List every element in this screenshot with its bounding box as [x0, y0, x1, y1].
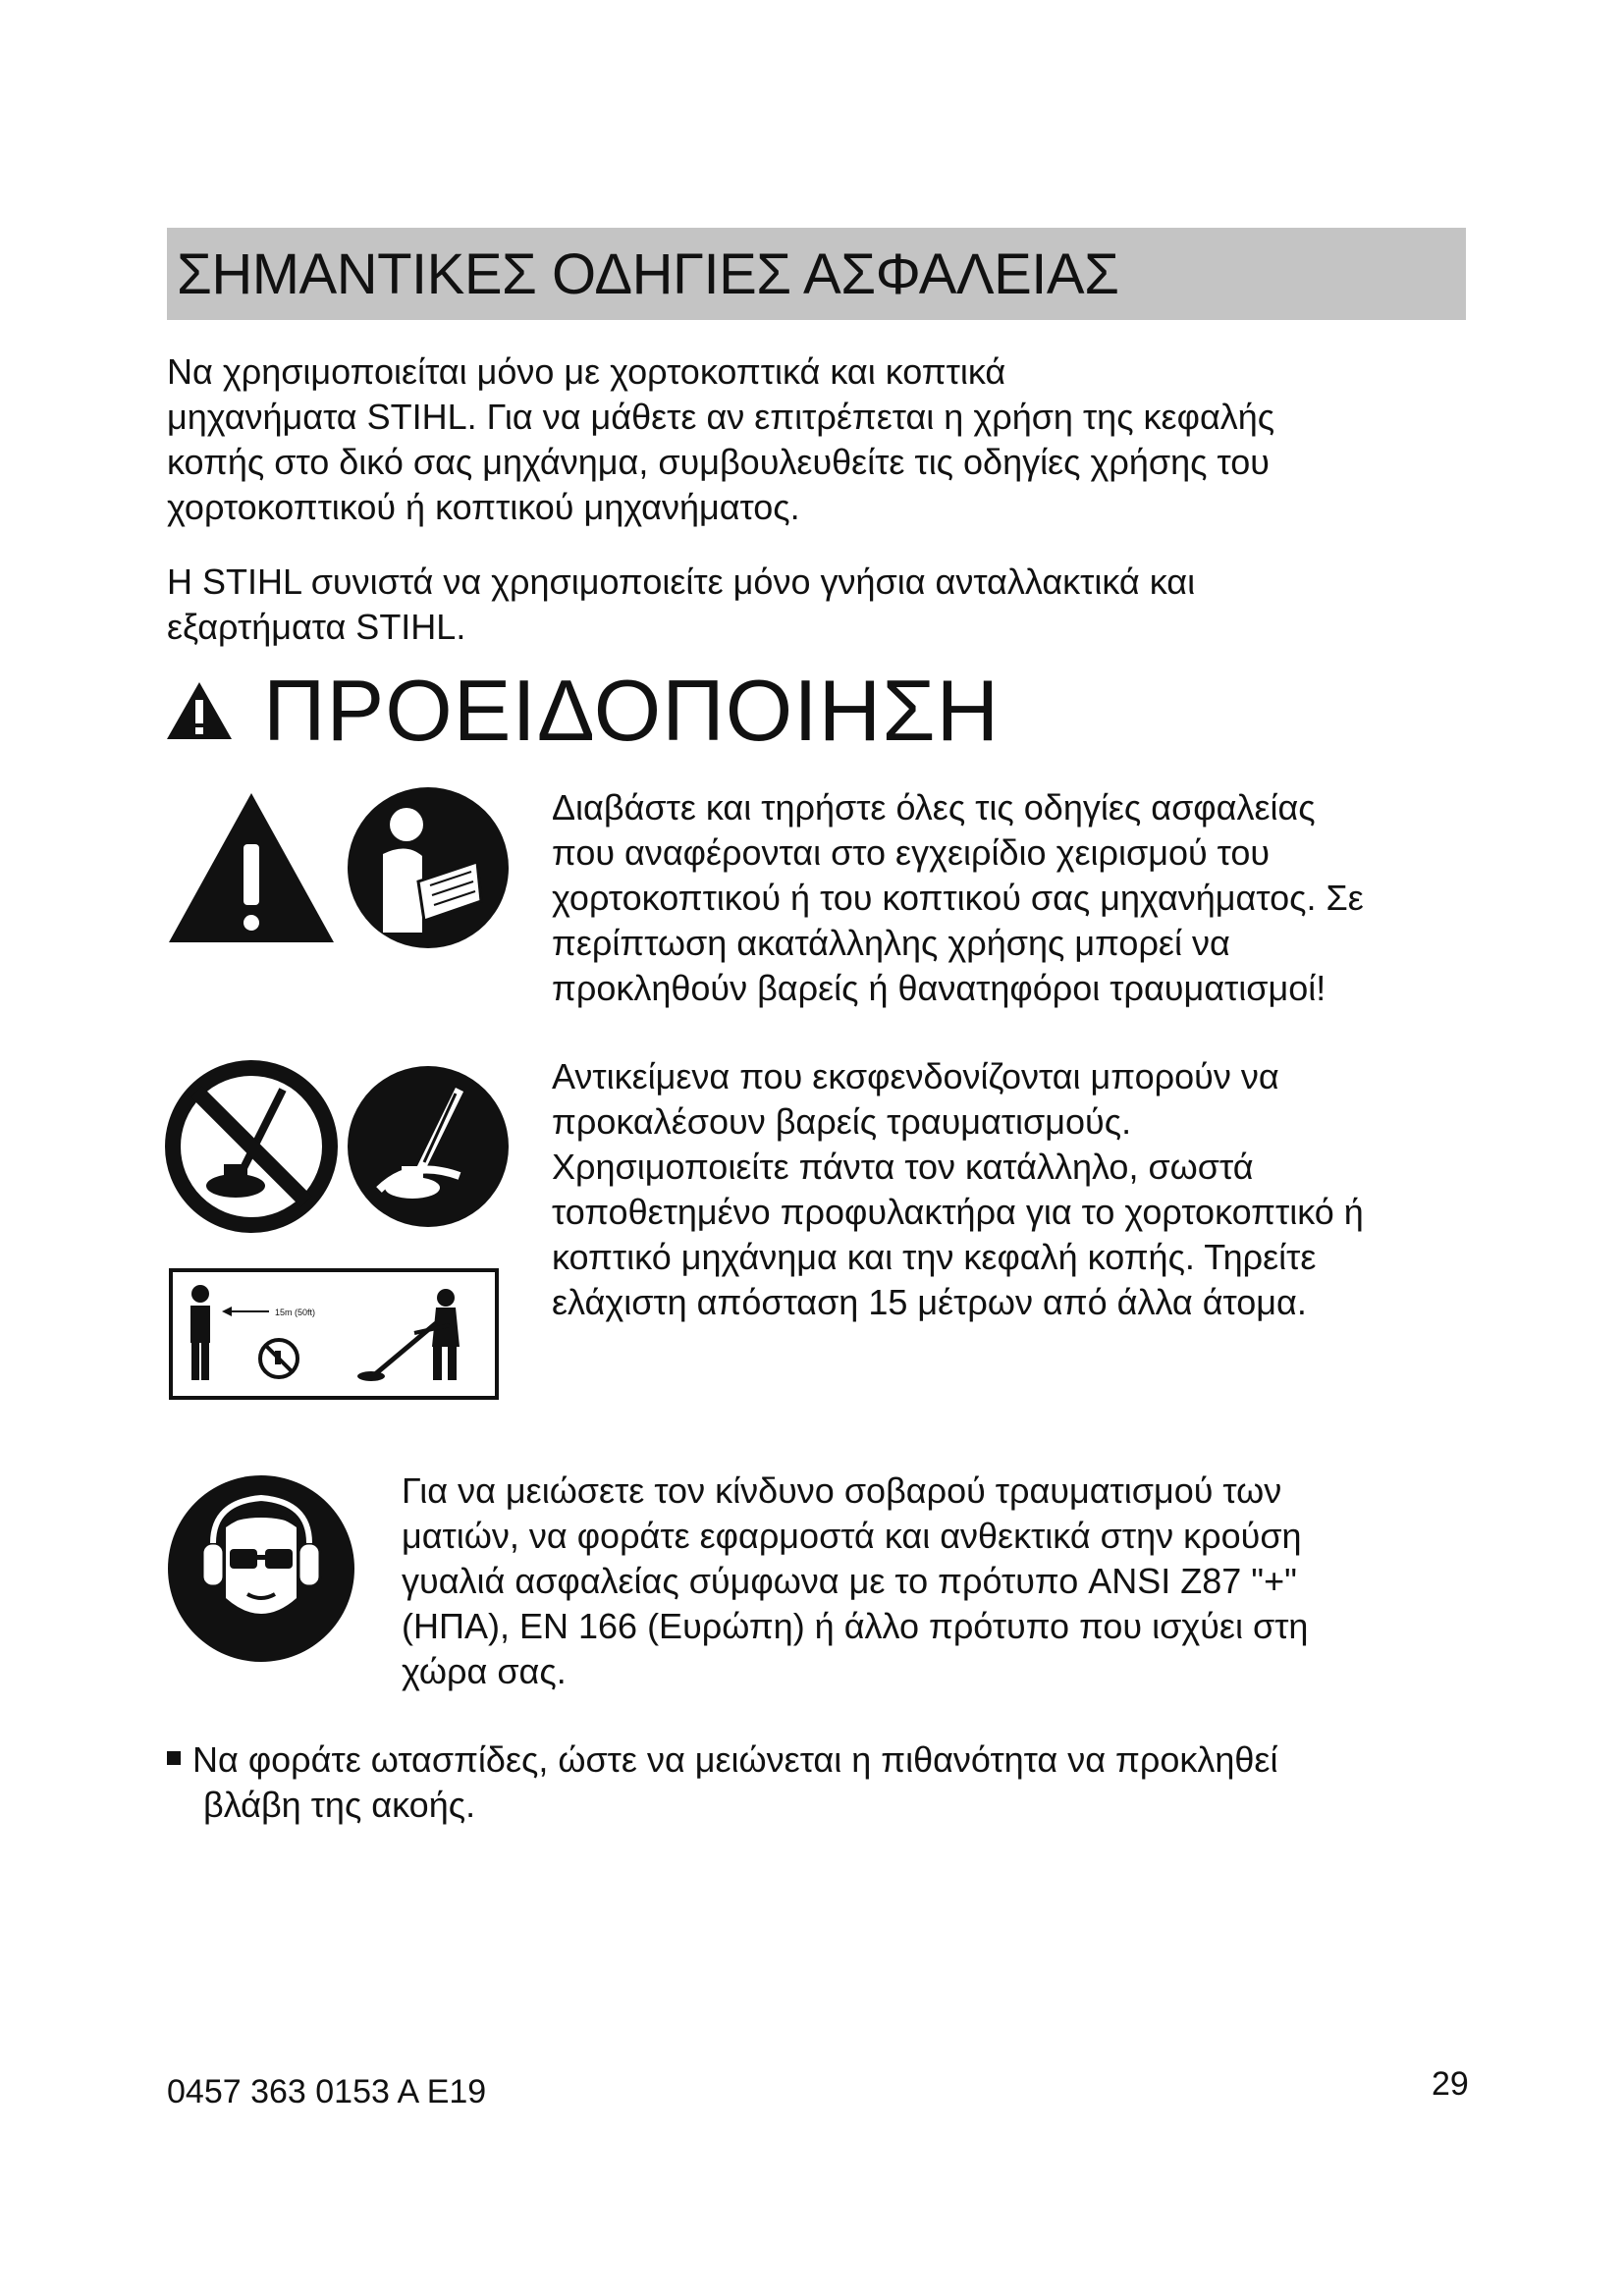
warning-triangle-icon — [169, 793, 334, 942]
document-code: 0457 363 0153 A E19 — [167, 2073, 487, 2110]
warning-heading — [165, 662, 1001, 759]
bullet-square-icon — [167, 1751, 181, 1765]
warning-heading-text: ΠΡΟΕΙΔΟΠΟΙΗΣΗ — [263, 662, 1001, 759]
read-manual-line: προκληθούν βαρείς ή θανατηφόροι τραυματισμοί! — [552, 968, 1326, 1008]
read-manual-line: που αναφέρονται στο εγχειρίδιο χειρισμού του — [552, 832, 1271, 873]
thrown-objects-line: προκαλέσουν βαρείς τραυματισμούς. — [552, 1101, 1132, 1142]
warning-triangle-icon — [165, 680, 234, 741]
eye-protection-line: (ΗΠΑ), EN 166 (Ευρώπη) ή άλλο πρότυπο που ισχύει στη — [402, 1606, 1309, 1646]
intro-line: κοπής στο δικό σας μηχάνημα, συμβουλευθείτε τις οδηγίες χρήσης του — [167, 442, 1270, 482]
intro-line: Να χρησιμοποιείται μόνο με χορτοκοπτικά και κοπτικά — [167, 351, 1006, 392]
read-manual-icons — [165, 785, 511, 952]
section-title: ΣΗΜΑΝΤΙΚΕΣ ΟΔΗΓΙΕΣ ΑΣΦΑΛΕΙΑΣ — [177, 241, 1119, 306]
no-guard-icon — [173, 1068, 330, 1225]
read-manual-line: περίπτωση ακατάλληλης χρήσης μπορεί να — [552, 923, 1230, 963]
read-manual-text — [552, 785, 1494, 1011]
intro-paragraph — [167, 349, 1473, 530]
thrown-objects-icons — [165, 1060, 511, 1237]
eye-protection-text — [402, 1468, 1482, 1694]
thrown-objects-line: Αντικείμενα που εκσφενδονίζονται μπορούν να — [552, 1056, 1279, 1096]
distance-label: 15m (50ft) — [275, 1308, 316, 1317]
thrown-objects-line: ελάχιστη απόσταση 15 μέτρων από άλλα άτομα. — [552, 1282, 1307, 1322]
bullet-continuation: βλάβη της ακοής. — [203, 1785, 476, 1825]
bullet-text: Να φοράτε ωτασπίδες, ώστε να μειώνεται η πιθανότητα να προκληθεί — [192, 1739, 1278, 1780]
recommend-paragraph — [167, 560, 1473, 650]
intro-line: μηχανήματα STIHL. Για να μάθετε αν επιτρέπεται η χρήση της κεφαλής — [167, 397, 1275, 437]
thrown-objects-line: Χρησιμοποιείτε πάντα τον κατάλληλο, σωστά — [552, 1147, 1254, 1187]
eye-protection-icon-box — [165, 1472, 357, 1665]
hearing-protection-bullet — [167, 1737, 1473, 1783]
intro-line: χορτοκοπτικού ή κοπτικού μηχανήματος. — [167, 487, 800, 527]
thrown-objects-text — [552, 1054, 1494, 1325]
eye-protection-line: Για να μειώσετε τον κίνδυνο σοβαρού τραυματισμού των — [402, 1470, 1282, 1511]
guard-required-icon — [348, 1066, 509, 1227]
recommend-line: Η STIHL συνιστά να χρησιμοποιείτε μόνο γνήσια ανταλλακτικά και — [167, 561, 1196, 602]
section-title-bar — [167, 228, 1466, 320]
thrown-objects-line: κοπτικό μηχάνημα και την κεφαλή κοπής. Τηρείτε — [552, 1237, 1317, 1277]
read-manual-icon — [348, 787, 509, 948]
recommend-line: εξαρτήματα STIHL. — [167, 607, 466, 647]
page-number: 29 — [1432, 2065, 1469, 2103]
eye-and-ear-protection-icon — [165, 1472, 357, 1665]
distance-15m-icon — [169, 1268, 499, 1400]
eye-protection-line: ματιών, να φοράτε εφαρμοστά και ανθεκτικά στην κρούση — [402, 1516, 1302, 1556]
thrown-objects-line: τοποθετημένο προφυλακτήρα για το χορτοκοπτικό ή — [552, 1192, 1364, 1232]
eye-protection-line: γυαλιά ασφαλείας σύμφωνα με το πρότυπο ANSI Z87 "+" — [402, 1561, 1297, 1601]
eye-protection-line: χώρα σας. — [402, 1651, 567, 1691]
read-manual-line: Διαβάστε και τηρήστε όλες τις οδηγίες ασφαλείας — [552, 787, 1316, 828]
read-manual-line: χορτοκοπτικού ή του κοπτικού σας μηχανήματος. Σε — [552, 878, 1364, 918]
